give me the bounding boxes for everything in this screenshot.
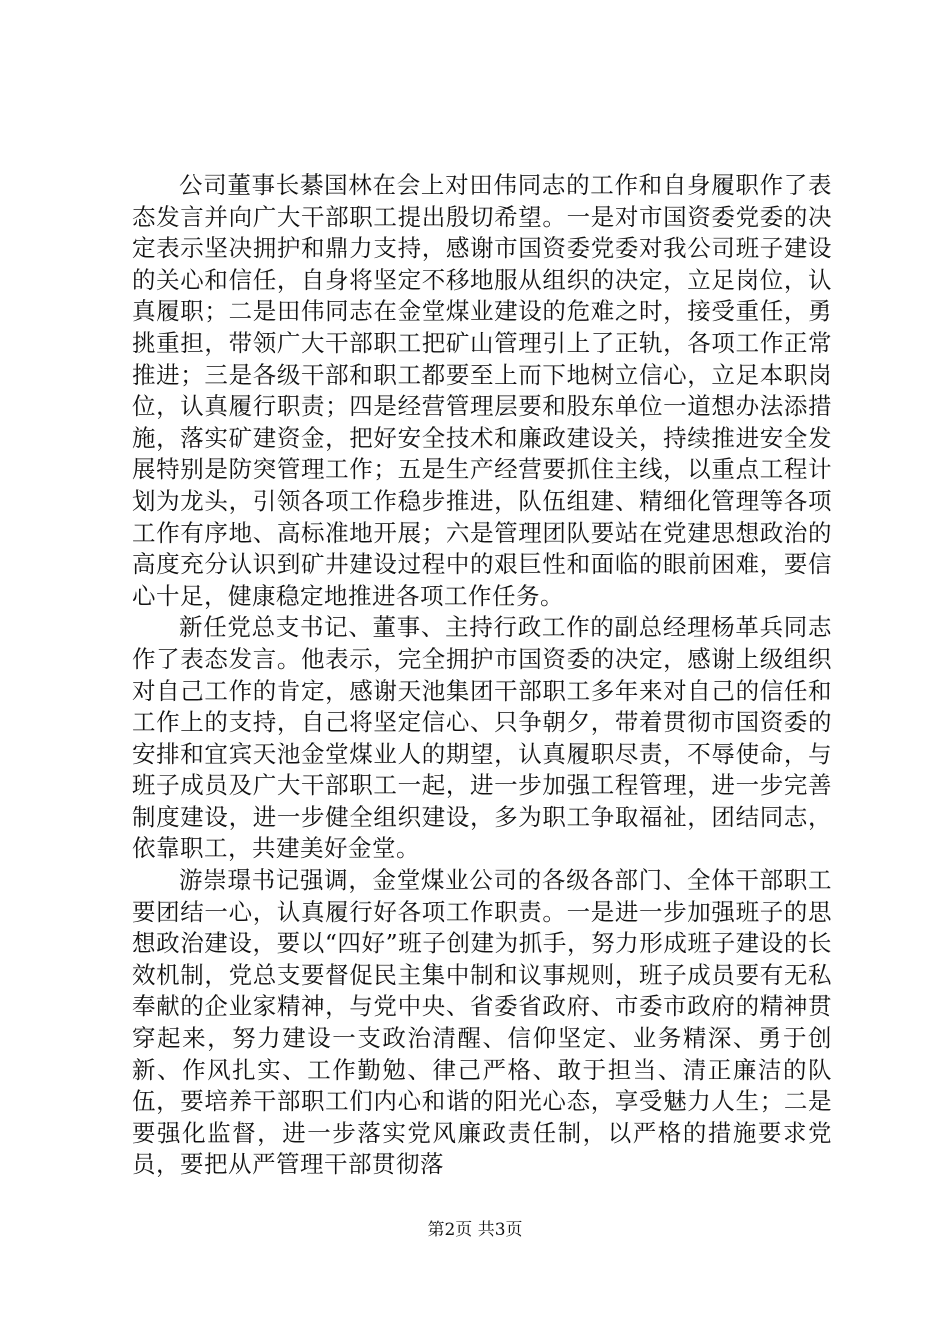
document-body	[132, 170, 832, 1181]
paragraph-3: 游崇璟书记强调，金堂煤业公司的各级各部门、全体干部职工要团结一心，认真履行好各项工作职责。一是进一步加强班子的思想政治建设，要以“四好”班子创建为抓手，努力形成班子建设的长效机制，党总支要督促民主集中制和议事规则，班子成员要有无私奉献的企业家精神，与党中央、省委省政府、市委市政府的精神贯穿起来，努力建设一支政治清醒、信仰坚定、业务精深、勇于创新、作风扎实、工作勤勉、律己严格、敢于担当、清正廉洁的队伍，要培养干部职工们内心和谐的阳光心态，享受魅力人生；二是要强化监督，进一步落实党风廉政责任制，以严格的措施要求党员，要把从严管理干部贯彻落	[132, 866, 832, 1179]
paragraph-1: 公司董事长綦国林在会上对田伟同志的工作和自身履职作了表态发言并向广大干部职工提出殷切希望。一是对市国资委党委的决定表示坚决拥护和鼎力支持，感谢市国资委党委对我公司班子建设的关心和信任，自身将坚定不移地服从组织的决定，立足岗位，认真履职；二是田伟同志在金堂煤业建设的危难之时，接受重任，勇挑重担，带领广大干部职工把矿山管理引上了正轨，各项工作正常推进；三是各级干部和职工都要至上而下地树立信心，立足本职岗位，认真履行职责；四是经营管理层要和股东单位一道想办法添措施，落实矿建资金，把好安全技术和廉政建设关，持续推进安全发展特别是防突管理工作；五是生产经营要抓住主线，以重点工程计划为龙头，引领各项工作稳步推进，队伍组建、精细化管理等各项工作有序地、高标准地开展；六是管理团队要站在党建思想政治的高度充分认识到矿井建设过程中的艰巨性和面临的眼前困难，要信心十足，健康稳定地推进各项工作任务。	[132, 171, 832, 610]
page-number-footer: 第2页 共3页	[427, 1220, 523, 1240]
paragraph-2: 新任党总支书记、董事、主持行政工作的副总经理杨革兵同志作了表态发言。他表示，完全拥护市国资委的决定，感谢上级组织对自己工作的肯定，感谢天池集团干部职工多年来对自己的信任和工作上的支持，自己将坚定信心、只争朝夕，带着贯彻市国资委的安排和宜宾天池金堂煤业人的期望，认真履职尽责，不辱使命，与班子成员及广大干部职工一起，进一步加强工程管理，进一步完善制度建设，进一步健全组织建设，多为职工争取福祉，团结同志，依靠职工，共建美好金堂。	[132, 613, 832, 863]
